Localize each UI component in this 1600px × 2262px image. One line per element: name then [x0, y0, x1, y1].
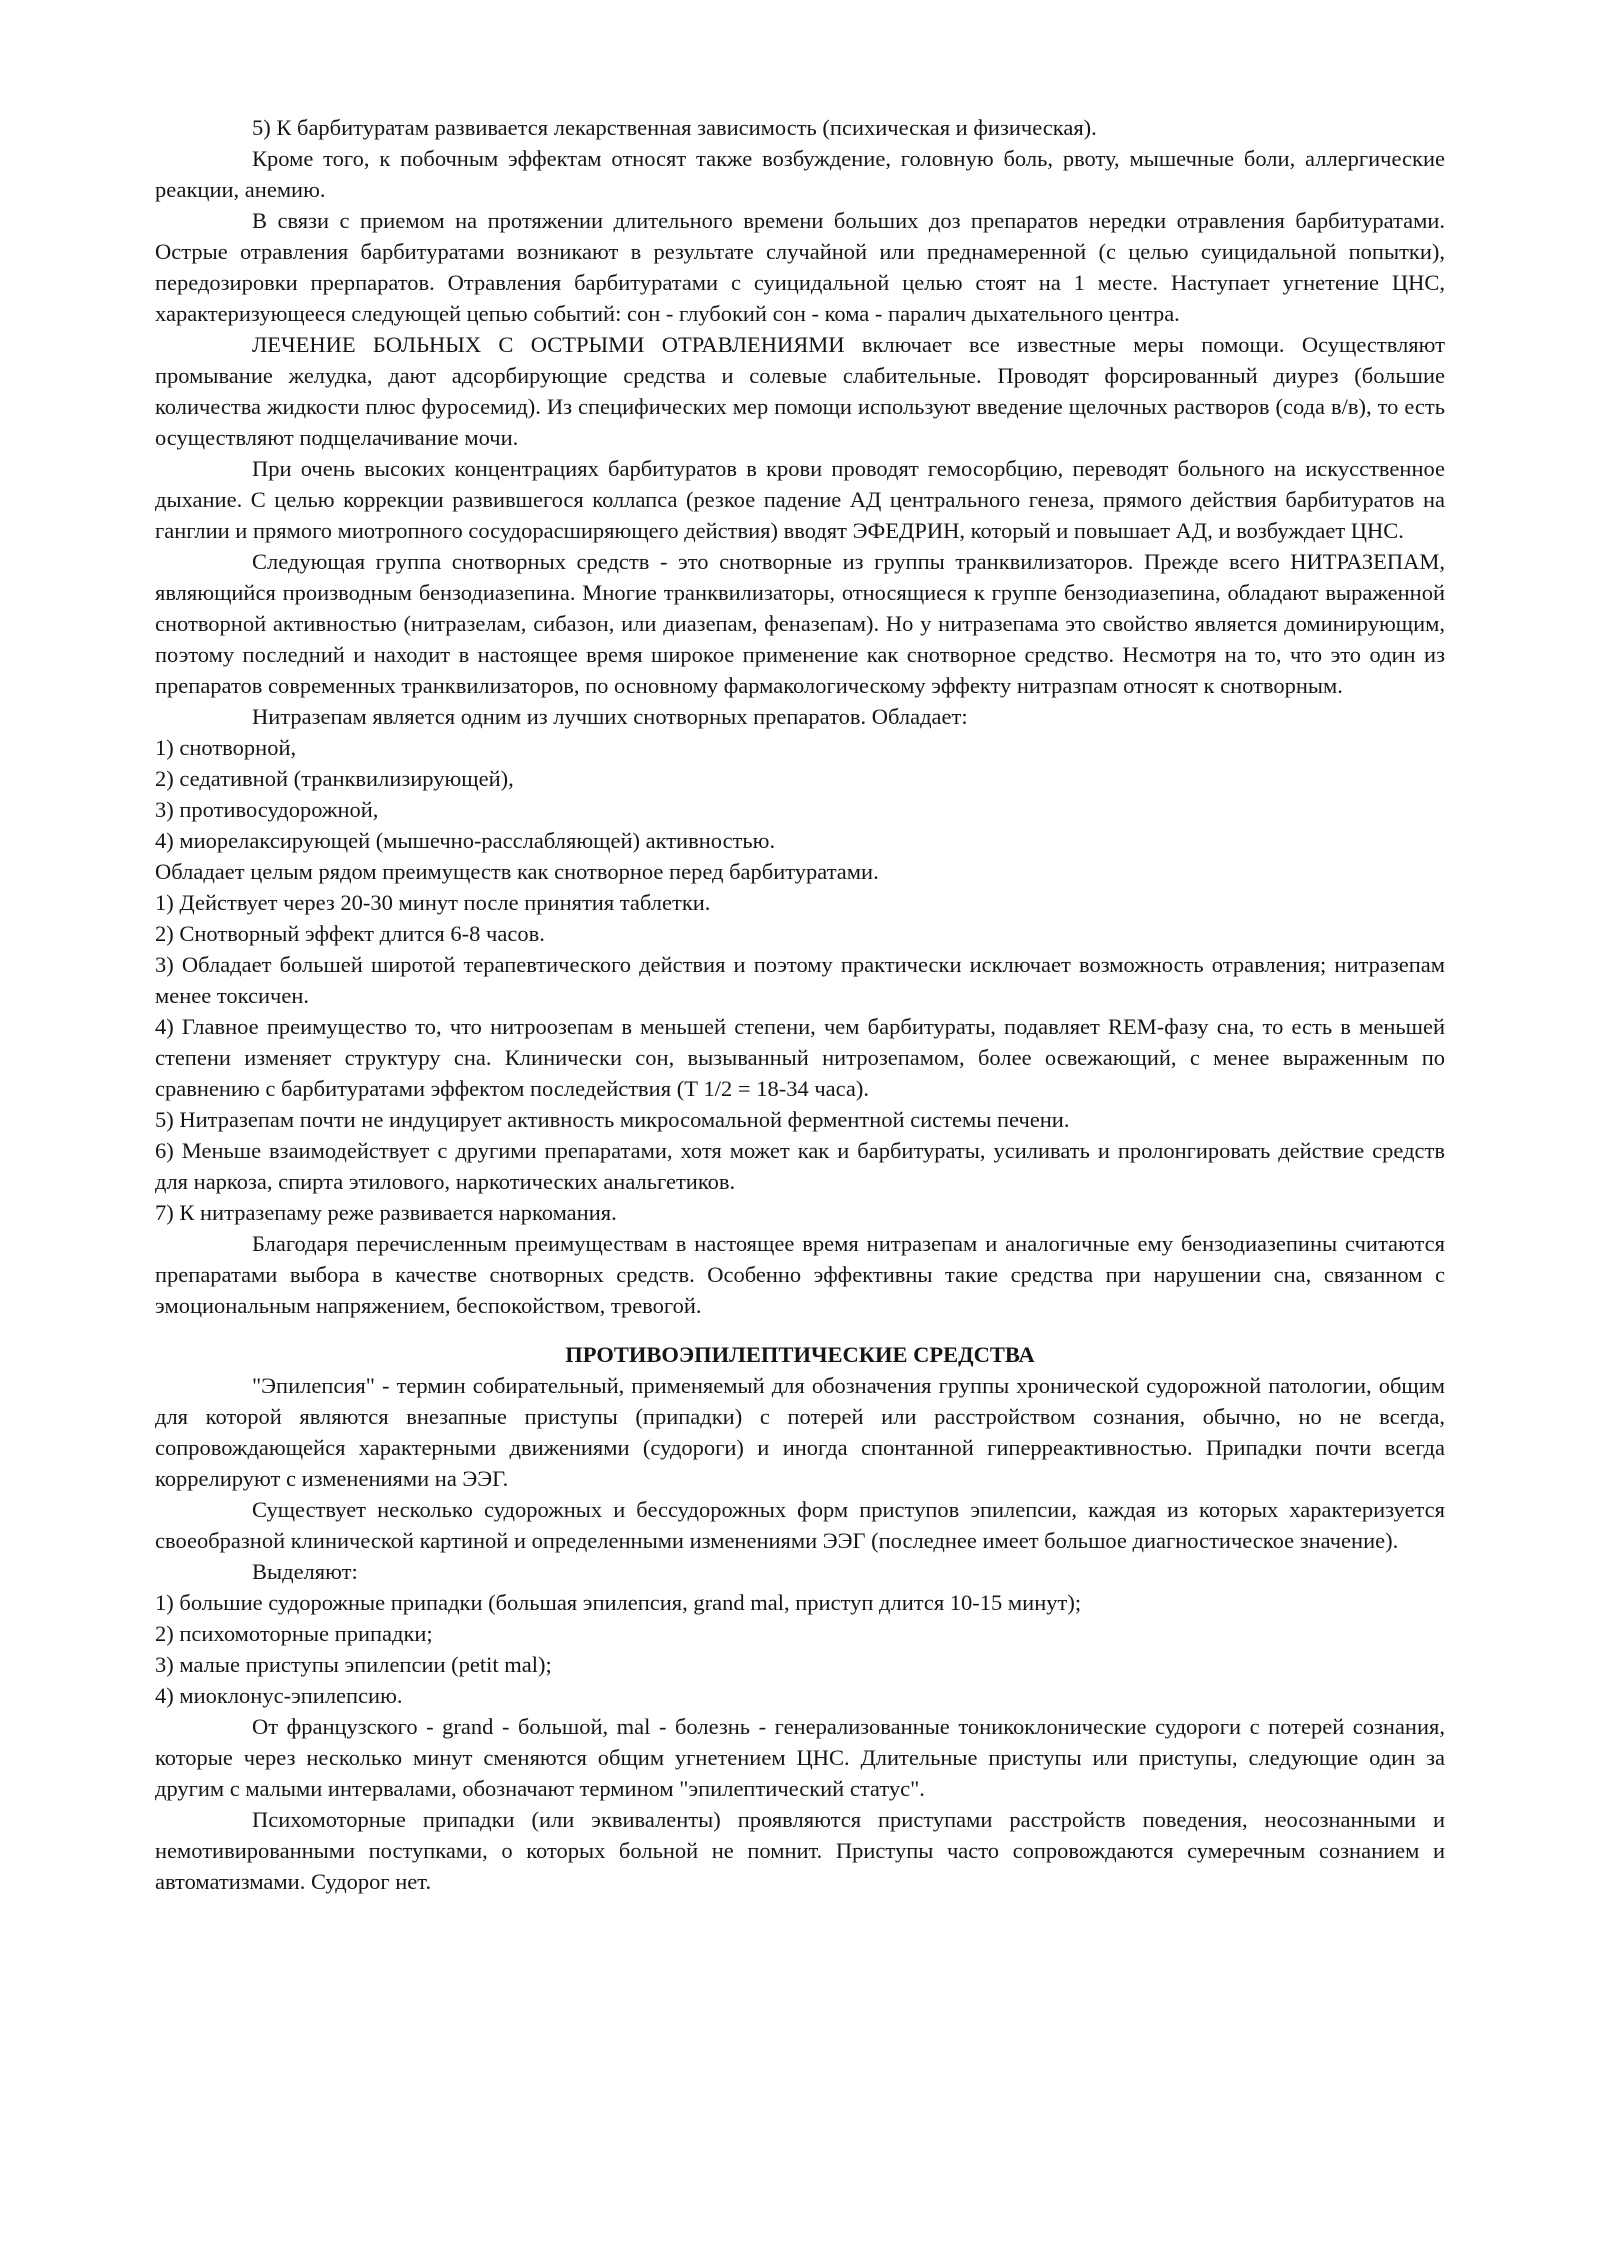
paragraph: Кроме того, к побочным эффектам относят также возбуждение, головную боль, рвоту, мышечные боли, аллергические реакции, анемию. — [155, 146, 1445, 202]
list-item: 1) большие судорожные припадки (большая эпилепсия, grand mal, приступ длится 10-15 минут); — [155, 1590, 1082, 1615]
list-item: 7) К нитразепаму реже развивается наркомания. — [155, 1200, 617, 1225]
paragraph: При очень высоких концентрациях барбитуратов в крови проводят гемосорбцию, переводят больного на искусственное дыхание. С целью коррекции развившегося коллапса (резкое падение АД центрального генеза, прямого действия барбитуратов на ганглии и прямого миотропного сосудорасширяющего действия) вводят ЭФЕДРИН, который и повышает АД, и возбуждает ЦНС. — [155, 456, 1445, 543]
list-item: 4) миорелаксирующей (мышечно-расслабляющей) активностью. — [155, 828, 776, 853]
list-item: 1) Действует через 20-30 минут после принятия таблетки. — [155, 890, 711, 915]
list-item: 2) психомоторные припадки; — [155, 1621, 433, 1646]
paragraph: Благодаря перечисленным преимуществам в настоящее время нитразепам и аналогичные ему бензодиазепины считаются препаратами выбора в качестве снотворных средств. Особенно эффективны такие средства при нарушении сна, связанном с эмоциональным напряжением, беспокойством, тревогой. — [155, 1231, 1445, 1318]
paragraph: "Эпилепсия" - термин собирательный, применяемый для обозначения группы хронической судорожной патологии, общим для которой являются внезапные приступы (припадки) с потерей или расстройством сознания, обычно, но не всегда, сопровождающейся характерными движениями (судороги) и иногда спонтанной гиперреактивностью. Припадки почти всегда коррелируют с изменениями на ЭЭГ. — [155, 1373, 1445, 1491]
paragraph: ЛЕЧЕНИЕ БОЛЬНЫХ С ОСТРЫМИ ОТРАВЛЕНИЯМИ включает все известные меры помощи. Осуществляют промывание желудка, дают адсорбирующие средства и солевые слабительные. Проводят форсированный диурез (большие количества жидкости плюс фуросемид). Из специфических мер помощи используют введение щелочных растворов (сода в/в), то есть осуществляют подщелачивание мочи. — [155, 332, 1445, 450]
list-item: 6) Меньше взаимодействует с другими препаратами, хотя может как и барбитураты, усиливать и пролонгировать действие средств для наркоза, спирта этилового, наркотических анальгетиков. — [155, 1138, 1445, 1194]
list-item: 3) Обладает большей широтой терапевтического действия и поэтому практически исключает возможность отравления; нитразепам менее токсичен. — [155, 952, 1445, 1008]
paragraph: Выделяют: — [252, 1559, 358, 1584]
list-item: 3) малые приступы эпилепсии (petit mal); — [155, 1652, 552, 1677]
list-item: 5) Нитразепам почти не индуцирует активность микросомальной ферментной системы печени. — [155, 1107, 1070, 1132]
paragraph: Следующая группа снотворных средств - это снотворные из группы транквилизаторов. Прежде всего НИТРАЗЕПАМ, являющийся производным бензодиазепина. Многие транквилизаторы, относящиеся к группе бензодиазепина, обладают выраженной снотворной активностью (нитразелам, сибазон, или диазепам, феназепам). Но у нитразепама это свойство является доминирующим, поэтому последний и находит в настоящее время широкое применение как снотворное средство. Несмотря на то, что это один из препаратов современных транквилизаторов, по основному фармакологическому эффекту нитразпам относят к снотворным. — [155, 549, 1445, 698]
paragraph: 5) К барбитуратам развивается лекарственная зависимость (психическая и физическая). — [252, 115, 1097, 140]
list-item: 3) противосудорожной, — [155, 797, 379, 822]
list-item: 2) Снотворный эффект длится 6-8 часов. — [155, 921, 545, 946]
paragraph: Психомоторные припадки (или эквиваленты) проявляются приступами расстройств поведения, неосознанными и немотивированными поступками, о которых больной не помнит. Приступы часто сопровождаются сумеречным сознанием и автоматизмами. Судорог нет. — [155, 1807, 1445, 1894]
document-page — [155, 112, 1445, 1897]
paragraph: Существует несколько судорожных и бессудорожных форм приступов эпилепсии, каждая из которых характеризуется своеобразной клинической картиной и определенными изменениями ЭЭГ (последнее имеет большое диагностическое значение). — [155, 1497, 1445, 1553]
list-item: 4) миоклонус-эпилепсию. — [155, 1683, 403, 1708]
list-item: 2) седативной (транквилизирующей), — [155, 766, 514, 791]
paragraph: Нитразепам является одним из лучших снотворных препаратов. Обладает: — [252, 704, 968, 729]
list-item: 4) Главное преимущество то, что нитроозепам в меньшей степени, чем барбитураты, подавляет REM-фазу сна, то есть в меньшей степени изменяет структуру сна. Клинически сон, вызыванный нитрозепамом, более освежающий, с менее выраженным по сравнению с барбитуратами эффектом последействия (Т 1/2 = 18-34 часа). — [155, 1014, 1445, 1101]
paragraph: В связи с приемом на протяжении длительного времени больших доз препаратов нередки отравления барбитуратами. Острые отравления барбитуратами возникают в результате случайной или преднамеренной (с целью суицидальной попытки), передозировки прерпаратов. Отравления барбитуратами с суицидальной целью стоят на 1 месте. Наступает угнетение ЦНС, характеризующееся следующей цепью событий: сон - глубокий сон - кома - паралич дыхательного центра. — [155, 208, 1445, 326]
list-item: 1) снотворной, — [155, 735, 297, 760]
paragraph: От французского - grand - большой, mal - болезнь - генерализованные тоникоклонические судороги с потерей сознания, которые через несколько минут сменяются общим угнетением ЦНС. Длительные приступы или приступы, следующие один за другим с малыми интервалами, обозначают термином "эпилептический статус". — [155, 1714, 1445, 1801]
section-heading: ПРОТИВОЭПИЛЕПТИЧЕСКИЕ СРЕДСТВА — [565, 1342, 1035, 1367]
paragraph: Обладает целым рядом преимуществ как снотворное перед барбитуратами. — [155, 859, 879, 884]
